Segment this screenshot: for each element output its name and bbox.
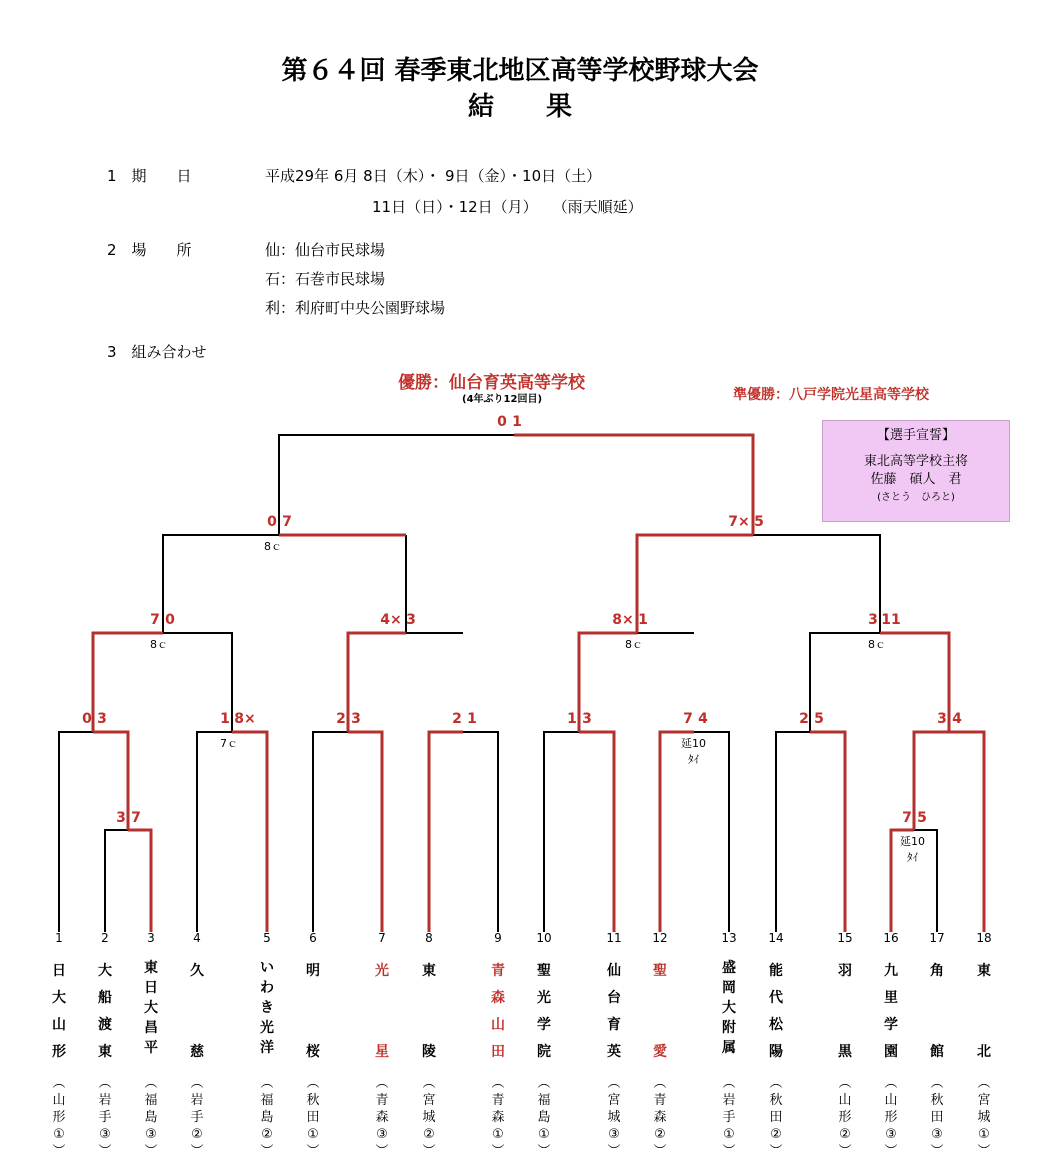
team-number: 6 bbox=[309, 931, 317, 945]
score-semi-left bbox=[265, 514, 295, 530]
score-r1 bbox=[80, 711, 110, 727]
score-qf2-left: 4× bbox=[380, 612, 402, 628]
team-number: 5 bbox=[263, 931, 271, 945]
team-name: 盛 岡 大 附 属 bbox=[722, 960, 736, 1056]
venue-1: 仙：仙台市民球場 bbox=[265, 241, 386, 259]
team-prefecture: ︵ 秋 田 ③ ︶ bbox=[930, 1076, 944, 1159]
score-r4-right: 1 bbox=[467, 711, 477, 727]
score-semi-right-right: 5 bbox=[754, 514, 764, 530]
team-name: 仙 台 育 英 bbox=[607, 963, 621, 1060]
score-r2-left: 1 bbox=[220, 711, 230, 727]
team-prefecture: ︵ 福 島 ① ︶ bbox=[537, 1076, 551, 1159]
score-qf4 bbox=[866, 612, 902, 628]
bracket-line bbox=[810, 732, 845, 932]
note-r2: 7ｃ bbox=[220, 737, 238, 750]
score-pre1-right: 7 bbox=[131, 810, 141, 826]
score-pre2-left: 7 bbox=[902, 810, 912, 826]
bracket-line bbox=[544, 732, 579, 932]
team-number: 18 bbox=[976, 931, 992, 945]
score-r3-left: 2 bbox=[336, 711, 346, 727]
team-prefecture: ︵ 宮 城 ② ︶ bbox=[422, 1076, 436, 1159]
score-qf4-right: 11 bbox=[881, 612, 901, 628]
note-pre2-b: ﾀｲ bbox=[907, 851, 918, 864]
note-qf3: 8ｃ bbox=[625, 638, 643, 651]
note-pre2-a: 延10 bbox=[900, 835, 925, 848]
page-subtitle: 結 果 bbox=[467, 92, 572, 122]
date-line-2: 11日（日）・12日（月） （雨天順延） bbox=[372, 198, 643, 216]
team-name: 光 星 bbox=[375, 963, 389, 1060]
team-number: 7 bbox=[378, 931, 386, 945]
team-name: 明 桜 bbox=[306, 963, 320, 1060]
score-qf1 bbox=[148, 612, 178, 628]
team-name: 東 陵 bbox=[422, 963, 436, 1060]
score-qf1-left: 7 bbox=[150, 612, 160, 628]
team-prefecture: ︵ 秋 田 ① ︶ bbox=[306, 1076, 320, 1159]
score-r7-left: 2 bbox=[799, 711, 809, 727]
team-name: 青 森 山 田 bbox=[491, 963, 505, 1060]
score-pre2-right: 5 bbox=[917, 810, 927, 826]
bracket-line bbox=[59, 732, 93, 932]
score-semi-left-left: 0 bbox=[267, 514, 277, 530]
venue-label: 2 場 所 bbox=[107, 241, 192, 259]
note-qf4: 8ｃ bbox=[868, 638, 886, 651]
score-r3 bbox=[334, 711, 364, 727]
score-qf2 bbox=[379, 612, 419, 628]
team-name: 角 館 bbox=[930, 963, 944, 1060]
score-qf1-right: 0 bbox=[165, 612, 175, 628]
note-qf1: 8ｃ bbox=[150, 638, 168, 651]
score-qf3-right: 1 bbox=[638, 612, 648, 628]
team-name: 九 里 学 園 bbox=[884, 963, 898, 1060]
score-final-left: 0 bbox=[497, 414, 507, 430]
score-r6-left: 7 bbox=[683, 711, 693, 727]
bracket-line bbox=[105, 830, 128, 932]
score-qf3 bbox=[611, 612, 651, 628]
bracket-line bbox=[232, 732, 267, 932]
bracket-line bbox=[429, 732, 463, 932]
team-prefecture: ︵ 福 島 ③ ︶ bbox=[144, 1076, 158, 1159]
score-r8-right: 4 bbox=[952, 711, 962, 727]
team-prefecture: ︵ 山 形 ② ︶ bbox=[838, 1076, 852, 1159]
team-prefecture: ︵ 岩 手 ① ︶ bbox=[722, 1076, 736, 1159]
score-r4-left: 2 bbox=[452, 711, 462, 727]
oath-line-1: 東北高等学校主将 bbox=[863, 454, 968, 469]
team-number: 12 bbox=[652, 931, 668, 945]
team-number: 8 bbox=[425, 931, 433, 945]
score-final bbox=[495, 414, 525, 430]
score-r7 bbox=[797, 711, 827, 727]
bracket-line bbox=[279, 435, 514, 535]
winner: 優勝：仙台育英高等学校 bbox=[398, 373, 585, 393]
team-prefecture: ︵ 宮 城 ① ︶ bbox=[977, 1076, 991, 1159]
bracket-black-lines bbox=[59, 435, 937, 932]
score-r7-right: 5 bbox=[814, 711, 824, 727]
team-prefecture: ︵ 山 形 ① ︶ bbox=[52, 1076, 66, 1159]
score-final-right: 1 bbox=[512, 414, 522, 430]
team-name: 聖 愛 bbox=[653, 963, 667, 1060]
score-r2-right: 8× bbox=[234, 711, 256, 727]
team-prefecture: ︵ 青 森 ② ︶ bbox=[653, 1076, 667, 1159]
note-r6-a: 延10 bbox=[681, 737, 706, 750]
score-r8-left: 3 bbox=[937, 711, 947, 727]
team-prefecture: ︵ 宮 城 ③ ︶ bbox=[607, 1076, 621, 1159]
bracket-line bbox=[776, 732, 810, 932]
team-prefecture: ︵ 福 島 ② ︶ bbox=[260, 1076, 274, 1159]
date-line-1: 平成29年 6月 8日（木）・ 9日（金）・10日（土） bbox=[265, 167, 602, 185]
team-name: い わ き 光 洋 bbox=[260, 960, 274, 1056]
score-r2 bbox=[218, 711, 258, 727]
winner-note: (4年ぶり12回目) bbox=[462, 394, 543, 405]
bracket-line bbox=[348, 732, 382, 932]
score-qf4-left: 3 bbox=[868, 612, 878, 628]
team-name: 聖 光 学 院 bbox=[537, 963, 551, 1060]
team-prefecture: ︵ 青 森 ③ ︶ bbox=[375, 1076, 389, 1159]
team-number: 11 bbox=[606, 931, 622, 945]
team-name: 東 北 bbox=[977, 963, 991, 1060]
venue-3: 利：利府町中央公園野球場 bbox=[265, 299, 446, 317]
team-number: 17 bbox=[929, 931, 945, 945]
oath-line-2: 佐藤 碩人 君 bbox=[870, 472, 962, 487]
bracket-line bbox=[514, 435, 753, 535]
bracket-line bbox=[128, 830, 151, 932]
bracket-line bbox=[914, 732, 984, 932]
venue-2: 石：石巻市民球場 bbox=[265, 270, 386, 288]
team-prefecture: ︵ 秋 田 ② ︶ bbox=[769, 1076, 783, 1159]
oath-heading: 【選手宣誓】 bbox=[876, 428, 955, 443]
team-number: 16 bbox=[883, 931, 899, 945]
score-r5-left: 1 bbox=[567, 711, 577, 727]
note-semi-left: 8ｃ bbox=[264, 540, 282, 553]
team-number: 4 bbox=[193, 931, 201, 945]
score-r6 bbox=[681, 711, 711, 727]
team-number: 14 bbox=[768, 931, 784, 945]
team-name: 久 慈 bbox=[190, 963, 204, 1060]
bracket-line bbox=[197, 732, 232, 932]
team-prefecture: ︵ 岩 手 ③ ︶ bbox=[98, 1076, 112, 1159]
team-number: 3 bbox=[147, 931, 155, 945]
score-semi-right-left: 7× bbox=[728, 514, 750, 530]
team-prefecture: ︵ 岩 手 ② ︶ bbox=[190, 1076, 204, 1159]
bracket-line bbox=[463, 732, 498, 932]
score-qf2-right: 3 bbox=[406, 612, 416, 628]
date-label: 1 期 日 bbox=[107, 167, 192, 185]
bracket-line bbox=[753, 535, 880, 633]
bracket-line bbox=[694, 732, 729, 932]
bracket-red-lines bbox=[93, 435, 984, 932]
score-semi-left-right: 7 bbox=[282, 514, 292, 530]
bracket-line bbox=[163, 535, 279, 633]
runner-up: 準優勝：八戸学院光星高等学校 bbox=[733, 387, 929, 403]
team-number: 15 bbox=[837, 931, 853, 945]
team-name: 羽 黒 bbox=[838, 963, 852, 1060]
score-r1-left: 0 bbox=[82, 711, 92, 727]
note-r6-b: ﾀｲ bbox=[688, 753, 699, 766]
team-name: 日 大 山 形 bbox=[52, 963, 66, 1060]
score-r3-right: 3 bbox=[351, 711, 361, 727]
team-number: 13 bbox=[721, 931, 737, 945]
team-name: 大 船 渡 東 bbox=[98, 963, 112, 1060]
team-number: 9 bbox=[494, 931, 502, 945]
score-semi-right bbox=[727, 514, 767, 530]
team-name: 東 日 大 昌 平 bbox=[144, 960, 158, 1056]
score-r6-right: 4 bbox=[698, 711, 708, 727]
oath-line-3: (さとう ひろと) bbox=[877, 492, 955, 503]
bracket-label: 3 組み合わせ bbox=[107, 343, 207, 361]
team-number: 10 bbox=[536, 931, 552, 945]
bracket-line bbox=[313, 732, 348, 932]
bracket-line bbox=[637, 535, 753, 633]
score-r8 bbox=[935, 711, 965, 727]
score-r4 bbox=[450, 711, 480, 727]
score-qf3-left: 8× bbox=[612, 612, 634, 628]
score-pre1 bbox=[114, 810, 144, 826]
score-r1-right: 3 bbox=[97, 711, 107, 727]
bracket-line bbox=[579, 732, 614, 932]
team-name: 能 代 松 陽 bbox=[769, 963, 783, 1060]
score-r5 bbox=[565, 711, 595, 727]
page-title: 第６４回 春季東北地区高等学校野球大会 bbox=[281, 56, 759, 86]
team-prefecture: ︵ 青 森 ① ︶ bbox=[491, 1076, 505, 1159]
score-pre1-left: 3 bbox=[116, 810, 126, 826]
score-r5-right: 3 bbox=[582, 711, 592, 727]
team-prefecture: ︵ 山 形 ③ ︶ bbox=[884, 1076, 898, 1159]
team-number: 2 bbox=[101, 931, 109, 945]
score-pre2 bbox=[900, 810, 930, 826]
team-number: 1 bbox=[55, 931, 63, 945]
